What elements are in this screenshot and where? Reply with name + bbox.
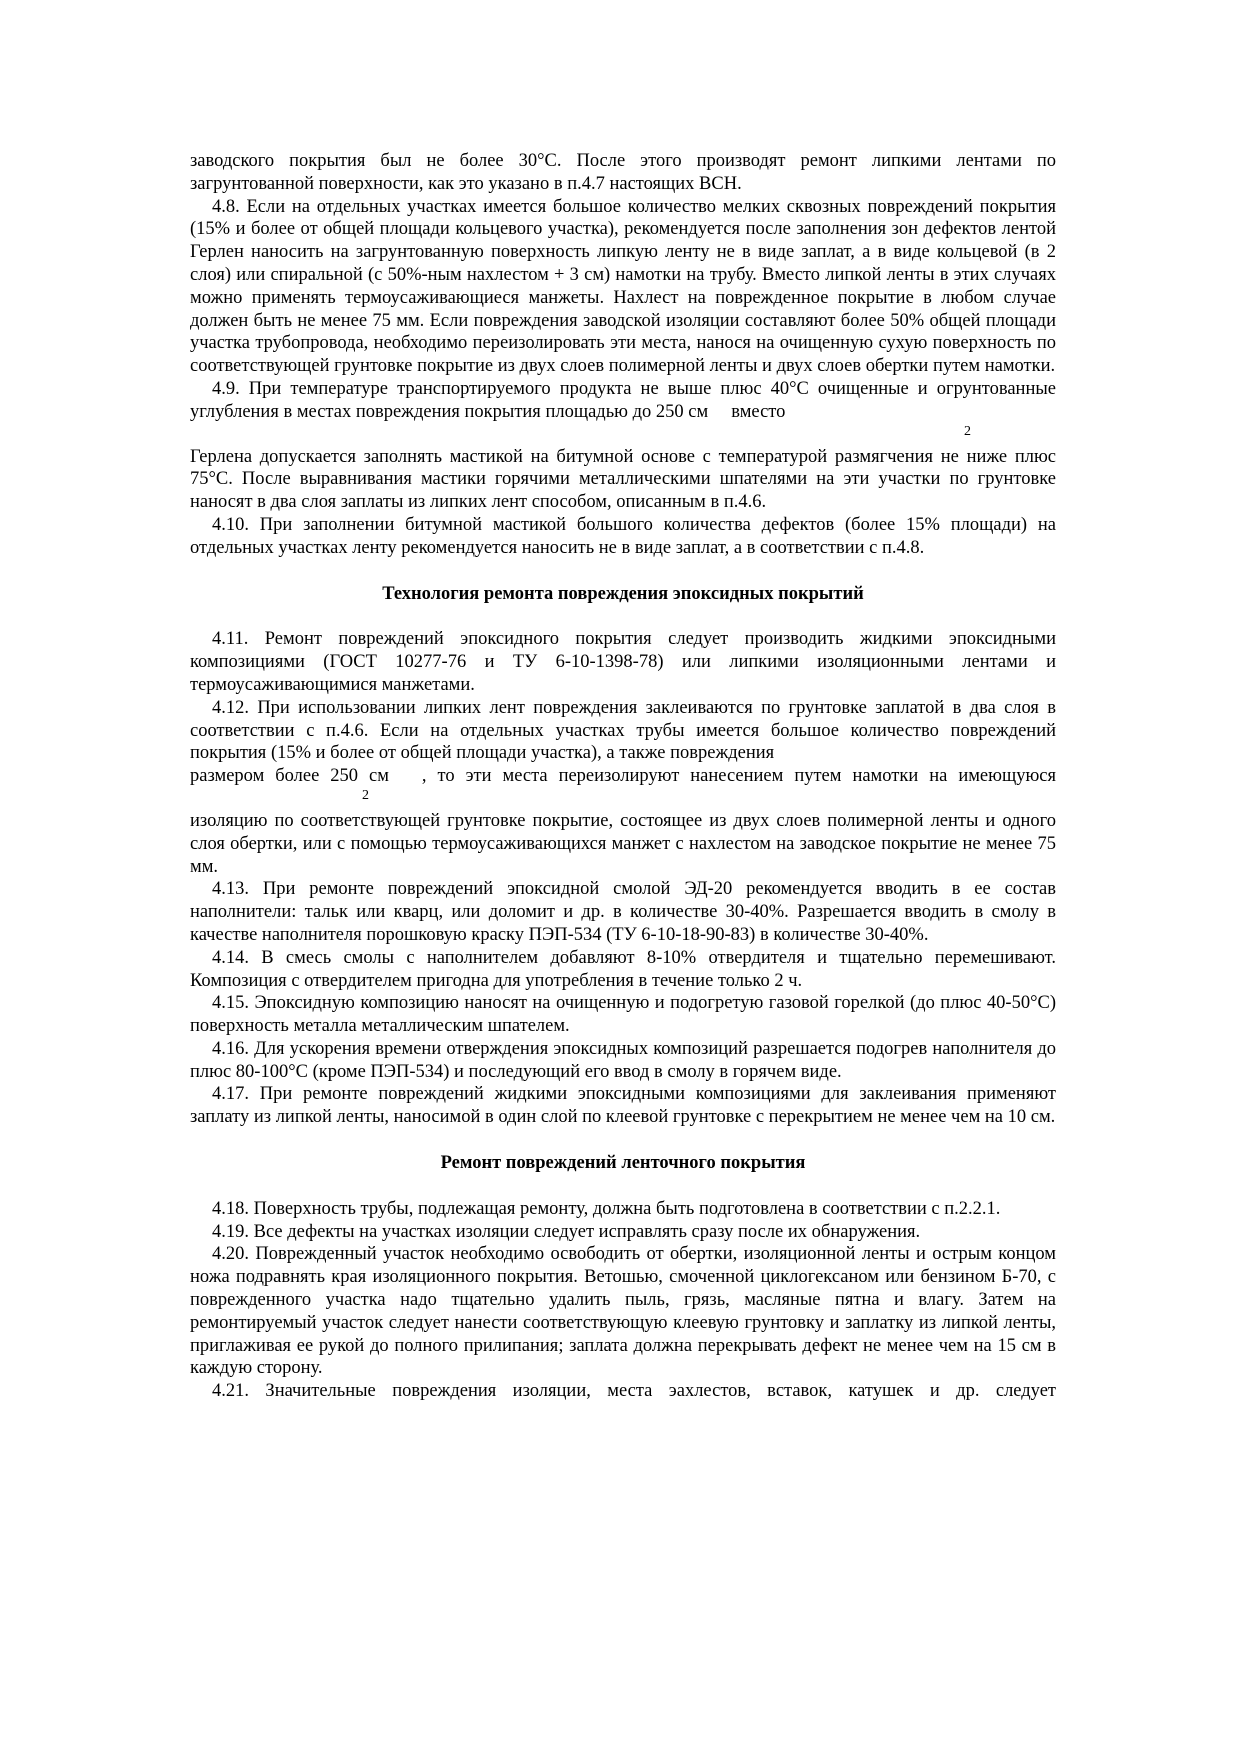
paragraph-4-12-line-text-end: , то эти места переизолируют нанесением путем намотки на имеющуюся [421,766,1056,787]
superscript-2: 2 [964,423,971,439]
paragraph-4-16: 4.16. Для ускорения времени отверждения эпоксидных композиций разрешается подогрев наполнителя до плюс 80-100°С (кроме ПЭП-534) и последующий его ввод в смолу в горячем виде. [190,1038,1056,1082]
paragraph-intro: заводского покрытия был не более 30°С. После этого производят ремонт липкими лентами по загрунтованной поверхности, как это указано в п.4.7 настоящих ВСН. [190,151,1056,194]
paragraph-4-21: 4.21. Значительные повреждения изоляции, места эахлестов, вставок, катушек и др. следует [212,1381,1056,1402]
superscript-row-4-9 [190,424,1056,446]
paragraph-4-18: 4.18. Поверхность трубы, подлежащая ремонту, должна быть подготовлена в соответствии с п.2.2.1. [212,1198,1001,1219]
section-heading-epoxy: Технология ремонта повреждения эпоксидных покрытий [382,583,864,604]
paragraph-4-9-text: 4.9. При температуре транспортируемого продукта не выше плюс 40°С очищенные и огрунтованные углубления в местах повреждения покрытия площадью до 250 см [190,378,1056,422]
paragraph-4-20: 4.20. Поврежденный участок необходимо освободить от обертки, изоляционной ленты и острым концом ножа подравнять края изоляционного покрытия. Ветошью, смоченной циклогексаном или бензином Б-70, с поврежденного участка надо тщательно удалить пыль, грязь, масляные пятна и влагу. Затем на ремонтируемый участок следует нанести соответствующую клеевую грунтовку и заплатку из липкой ленты, приглаживая ее рукой до полного прилипания; заплата должна перекрывать дефект не менее чем на 15 см в каждую сторону. [190,1244,1056,1379]
paragraph-4-12: 4.12. При использовании липких лент повреждения заклеиваются по грунтовке заплатой в два слоя в соответствии с п.4.6. Если на отдельных участках трубы имеется большое количество повреждений покрытия (15% и более от общей площади участка), а также повреждения [190,697,1056,764]
paragraph-4-10: 4.10. При заполнении битумной мастикой большого количества дефектов (более 15% площади) на отдельных участках ленту рекомендуется наносить не в виде заплат, а в соответствии с п.4.8. [190,514,1056,558]
superscript-2: 2 [362,787,369,803]
document-body [190,150,1056,1403]
paragraph-4-12-continued: изоляцию по соответствующей грунтовке покрытие, состоящее из двух слоев полимерной ленты и одного слоя обертки, или с помощью термоусаживающихся манжет с нахлестом на заводское покрытие не менее 75 мм. [190,810,1056,877]
paragraph-4-19: 4.19. Все дефекты на участках изоляции следует исправлять сразу после их обнаружения. [212,1221,921,1242]
paragraph-4-14: 4.14. В смесь смолы с наполнителем добавляют 8-10% отвердителя и тщательно перемешивают. Композиция с отвердителем пригодна для употребления в течение только 2 ч. [190,947,1056,991]
paragraph-4-9-start [190,378,1056,424]
paragraph-4-13: 4.13. При ремонте повреждений эпоксидной смолой ЭД-20 рекомендуется вводить в ее состав наполнители: тальк или кварц, или доломит и др. в количестве 30-40%. Разрешается вводить в смолу в качестве наполнителя порошковую краску ПЭП-534 (ТУ 6-10-18-90-83) в количестве 30-40%. [190,879,1056,945]
paragraph-4-9-continued: Герлена допускается заполнять мастикой на битумной основе с температурой размягчения не ниже плюс 75°С. После выравнивания мастики горячими металлическими шпателями на эти участки по грунтовке наносят в два слоя заплаты из липких лент способом, описанным в п.4.6. [190,446,1056,513]
section-heading-tape: Ремонт повреждений ленточного покрытия [440,1153,806,1174]
paragraph-4-15: 4.15. Эпоксидную композицию наносят на очищенную и подогретую газовой горелкой (до плюс 40-50°С) поверхность металла металлическим шпателем. [190,993,1056,1037]
paragraph-4-12-line-text: размером более 250 см [190,766,389,787]
paragraph-4-11: 4.11. Ремонт повреждений эпоксидного покрытия следует производить жидкими эпоксидными композициями (ГОСТ 10277-76 и ТУ 6-10-1398-78) или липкими изоляционными лентами и термоусаживающимися манжетами. [190,629,1056,695]
paragraph-4-9-text-end: вместо [731,401,786,422]
paragraph-4-12-line [190,765,1056,788]
paragraph-4-17: 4.17. При ремонте повреждений жидкими эпоксидными композициями для заклеивания применяют заплату из липкой ленты, наносимой в один слой по клеевой грунтовке с перекрытием не менее чем на 10 см. [190,1084,1056,1128]
superscript-row-4-12 [190,788,1056,810]
paragraph-4-8: 4.8. Если на отдельных участках имеется большое количество мелких сквозных повреждений покрытия (15% и более от общей площади кольцевого участка), рекомендуется после заполнения зон дефектов лентой Герлен наносить на загрунтованную поверхность липкую ленту не в виде заплат, а в виде кольцевой (в 2 слоя) или спиральной (с 50%-ным нахлестом + 3 см) намотки на трубу. Вместо липкой ленты в этих случаях можно применять термоусаживающиеся манжеты. Нахлест на поврежденное покрытие в любом случае должен быть не менее 75 мм. Если повреждения заводской изоляции составляют более 50% общей площади участка трубопровода, необходимо переизолировать эти места, нанося на очищенную сухую поверхность по соответствующей грунтовке покрытие из двух слоев полимерной ленты и двух слоев обертки путем намотки. [190,196,1056,377]
